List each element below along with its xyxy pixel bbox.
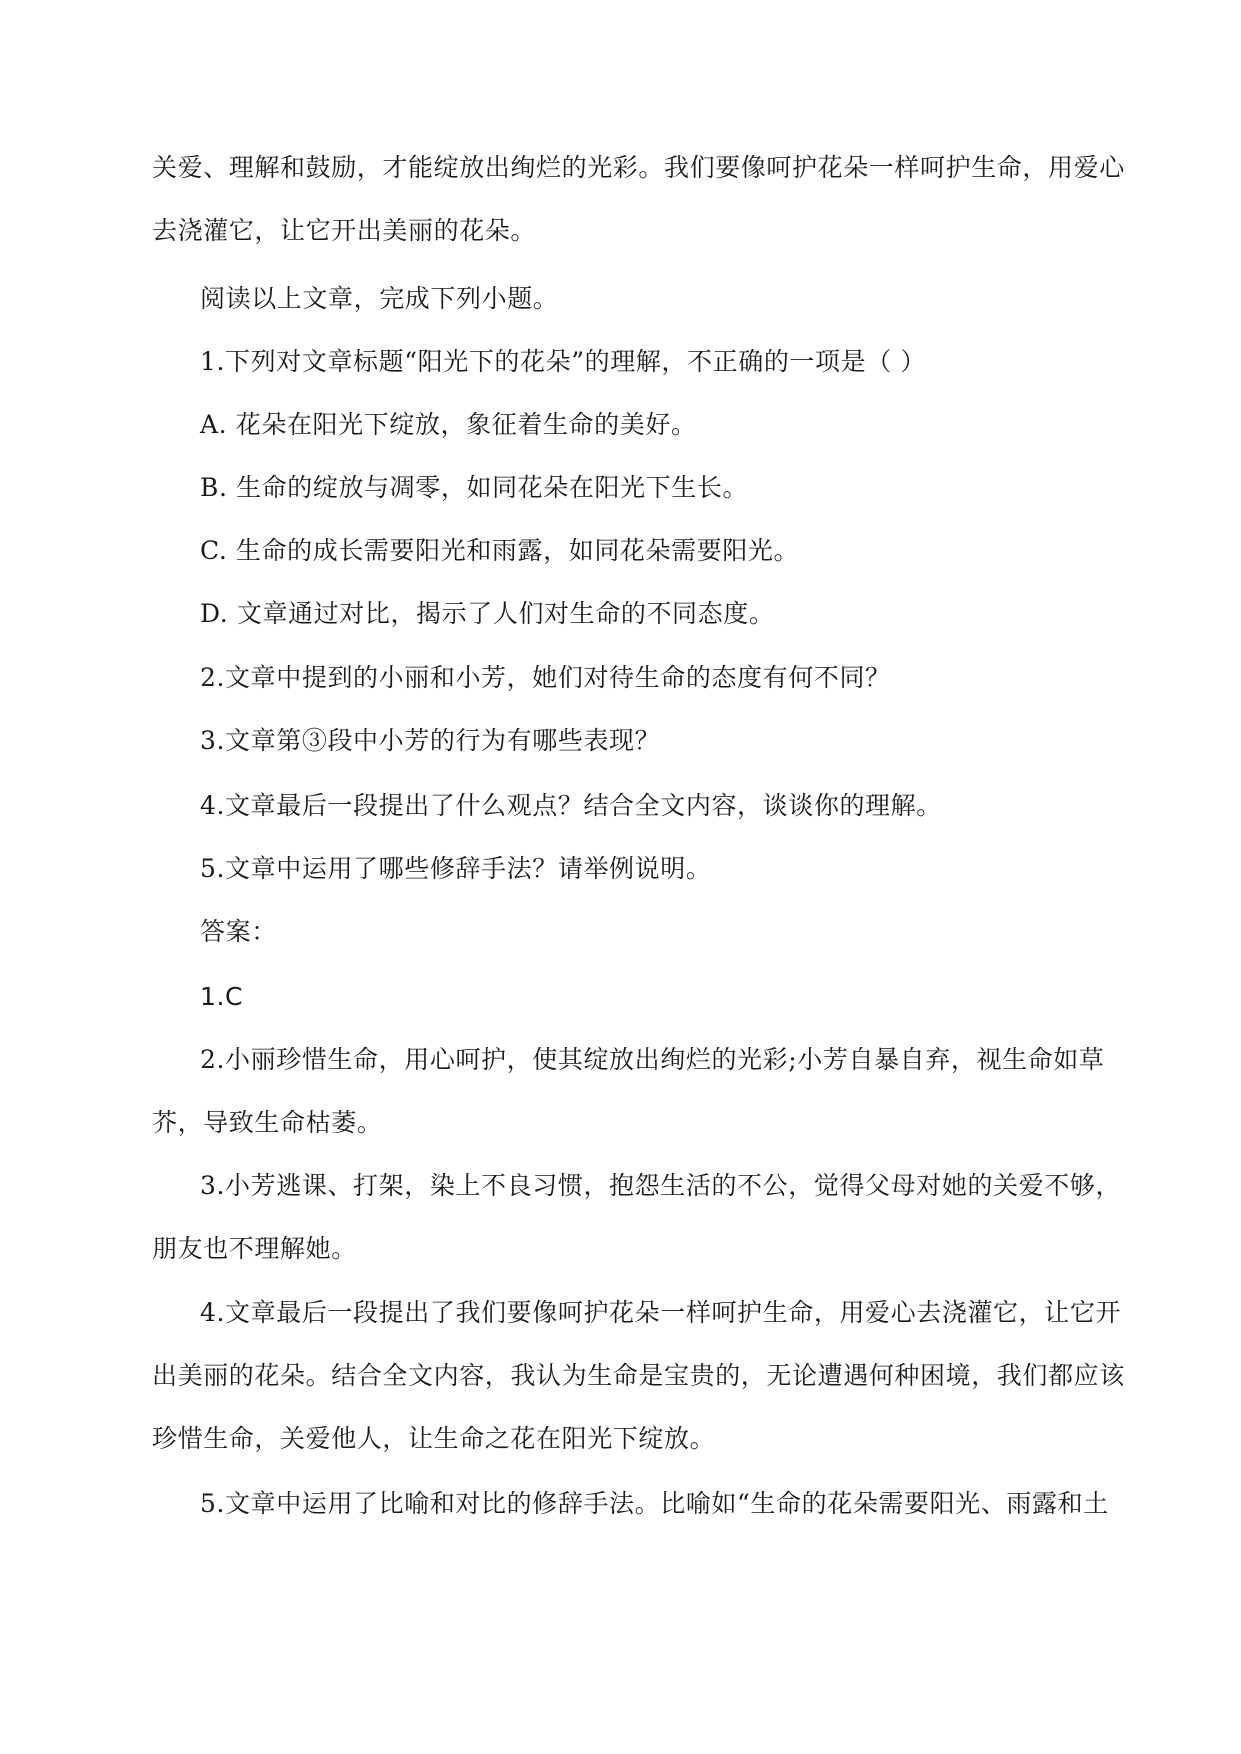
answer-4-continued: 珍惜生命，关爱他人，让生命之花在阳光下绽放。 [152, 1424, 716, 1453]
question-5: 5.文章中运用了哪些修辞手法？请举例说明。 [200, 854, 712, 883]
question-4: 4.文章最后一段提出了什么观点？结合全文内容，谈谈你的理解。 [200, 791, 942, 820]
paragraph-line: 关爱、理解和鼓励，才能绽放出绚烂的光彩。我们要像呵护花朵一样呵护生命，用爱心 [152, 153, 1125, 182]
answer-4-continued: 出美丽的花朵。结合全文内容，我认为生命是宝贵的，无论遭遇何种困境，我们都应该 [152, 1361, 1125, 1390]
answer-1: 1.C [200, 982, 244, 1011]
option-c: C. 生命的成长需要阳光和雨露，如同花朵需要阳光。 [200, 536, 800, 565]
instruction-line: 阅读以上文章，完成下列小题。 [200, 284, 559, 313]
question-3: 3.文章第③段中小芳的行为有哪些表现？ [200, 726, 661, 755]
answer-5: 5.文章中运用了比喻和对比的修辞手法。比喻如“生命的花朵需要阳光、雨露和土 [200, 1489, 1109, 1518]
option-b: B. 生命的绽放与凋零，如同花朵在阳光下生长。 [200, 473, 749, 502]
answer-2: 2.小丽珍惜生命，用心呵护，使其绽放出绚烂的光彩;小芳自暴自弃，视生命如草 [200, 1045, 1105, 1074]
question-2: 2.文章中提到的小丽和小芳，她们对待生命的态度有何不同？ [200, 663, 891, 692]
answer-3: 3.小芳逃课、打架，染上不良习惯，抱怨生活的不公，觉得父母对她的关爱不够， [200, 1171, 1122, 1200]
answer-4: 4.文章最后一段提出了我们要像呵护花朵一样呵护生命，用爱心去浇灌它，让它开 [200, 1298, 1122, 1327]
answer-2-continued: 芥，导致生命枯萎。 [152, 1108, 383, 1137]
answer-3-continued: 朋友也不理解她。 [152, 1234, 357, 1263]
option-d: D. 文章通过对比，揭示了人们对生命的不同态度。 [200, 599, 775, 628]
answer-heading: 答案： [200, 917, 277, 946]
paragraph-line: 去浇灌它，让它开出美丽的花朵。 [152, 216, 537, 245]
option-a: A. 花朵在阳光下绽放，象征着生命的美好。 [200, 410, 697, 439]
question-1: 1.下列对文章标题“阳光下的花朵”的理解，不正确的一项是（ ） [200, 347, 926, 376]
